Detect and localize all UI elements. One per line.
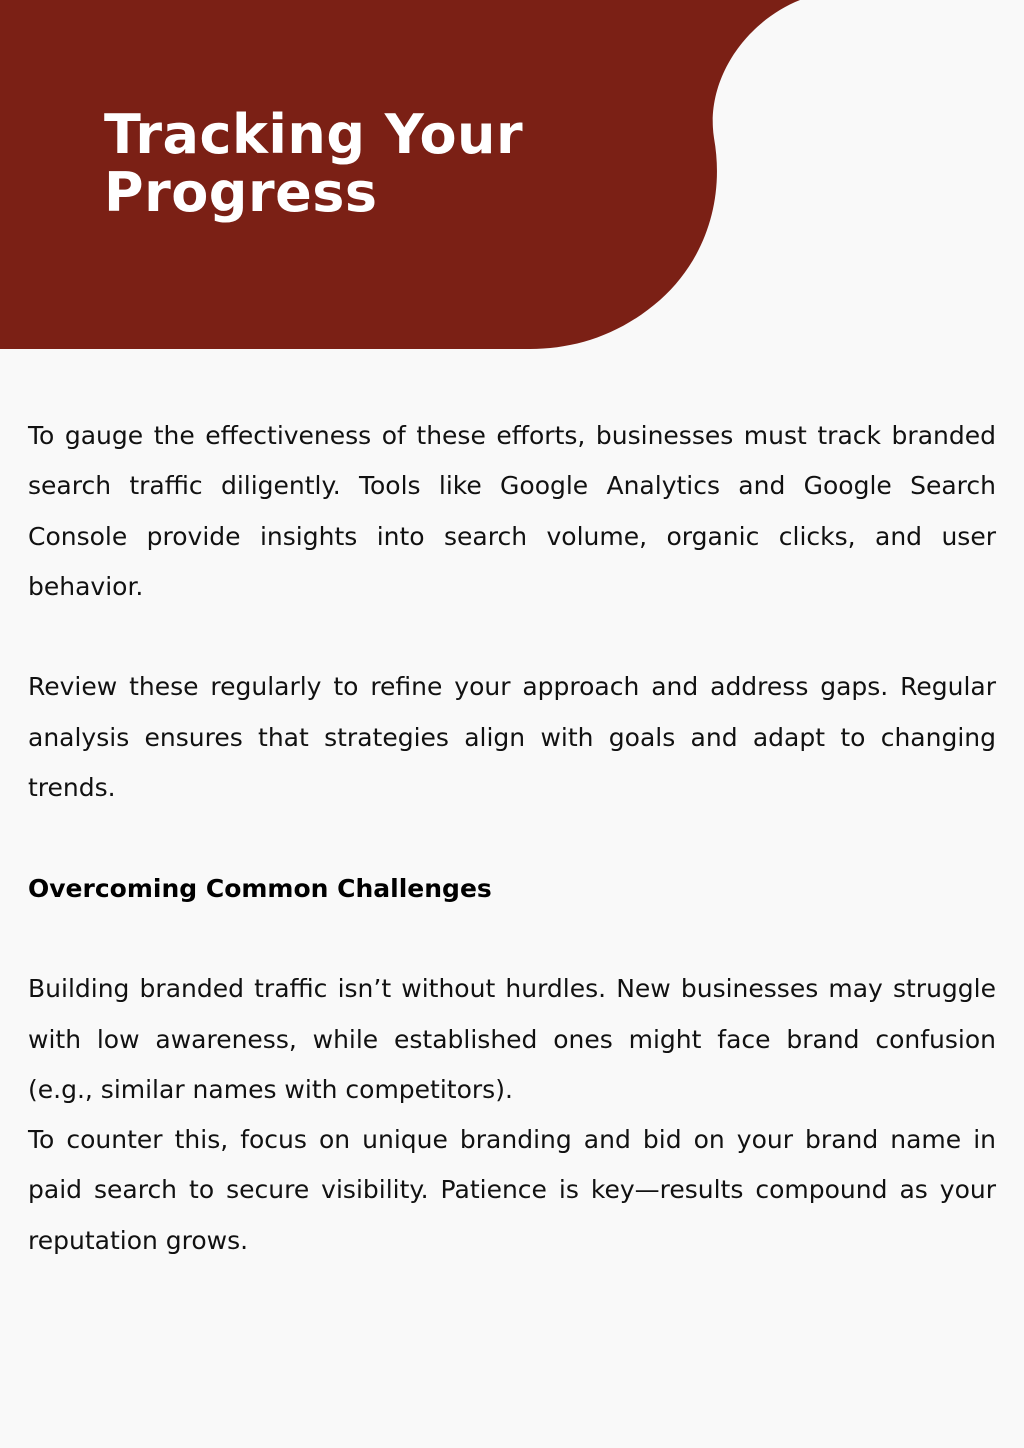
section-heading: Overcoming Common Challenges	[28, 873, 492, 903]
page-title: Tracking Your Progress	[104, 103, 524, 224]
paragraph-spacer	[28, 813, 996, 863]
paragraph-counter-strategy: To counter this, focus on unique branding and bid on your brand name in paid search to secure visibility. Patience is key—results compound as your reputation grows.	[28, 1125, 996, 1255]
paragraph-spacer	[28, 612, 996, 662]
article-body	[28, 411, 996, 1266]
paragraph-tracking-tools: To gauge the effectiveness of these efforts, businesses must track branded search traffic diligently. Tools like Google Analytics and Google Search Console provide insights into search volume, organic clicks, and user behavior.	[28, 421, 996, 601]
paragraph-hurdles: Building branded traffic isn’t without hurdles. New businesses may struggle with low awareness, while established ones might face brand confusion (e.g., similar names with competitors).	[28, 974, 996, 1104]
paragraph-spacer	[28, 914, 996, 964]
paragraph-review-regularly: Review these regularly to refine your approach and address gaps. Regular analysis ensures that strategies align with goals and adapt to changing trends.	[28, 672, 996, 803]
